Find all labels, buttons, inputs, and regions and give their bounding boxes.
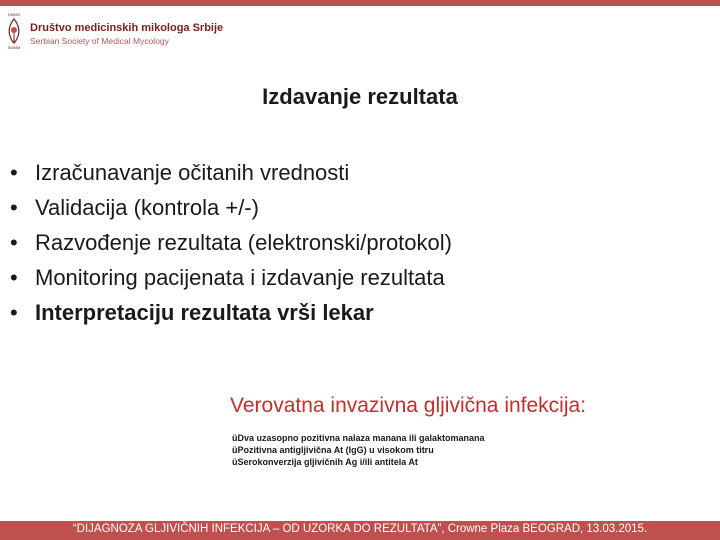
- footer-text: “DIJAGNOZA GLJIVIČNIH INFEKCIJA – OD UZORKA DO REZULTATA”, Crowne Plaza BEOGRAD, 13.03.2015.: [72, 523, 648, 535]
- checkmark-icon: ü: [232, 457, 238, 467]
- criteria-text: Pozitivna antigljivična At (IgG) u visokom titru: [237, 445, 434, 455]
- bullet-dot: •: [10, 160, 18, 185]
- bullet-text: Razvođenje rezultata (elektronski/protokol): [35, 230, 452, 255]
- bullet-dot: •: [10, 265, 18, 290]
- bullet-list: [0, 160, 720, 335]
- bullet-item: [0, 300, 720, 335]
- society-logo: [2, 12, 26, 52]
- bullet-dot: •: [10, 195, 18, 220]
- bullet-text: Monitoring pacijenata i izdavanje rezultata: [35, 265, 445, 290]
- slide-title: [0, 84, 720, 110]
- org-subtitle: Serbian Society of Medical Mycology: [30, 36, 169, 46]
- bullet-item: [0, 160, 720, 195]
- bullet-item: [0, 265, 720, 300]
- bullet-text: Interpretaciju rezultata vrši lekar: [35, 300, 374, 325]
- highlight-heading: Verovatna invazivna gljivična infekcija:: [230, 394, 587, 417]
- org-name: Društvo medicinskih mikologa Srbije: [30, 22, 224, 34]
- bullet-item: [0, 230, 720, 265]
- criteria-text: Serokonverzija gljivičnih Ag i/ili antitela At: [237, 457, 418, 467]
- bullet-text: Izračunavanje očitanih vrednosti: [35, 160, 350, 185]
- slide-title-text: Izdavanje rezultata: [262, 84, 458, 109]
- criteria-list: [232, 432, 485, 468]
- criteria-text: Dva uzasopno pozitivna nalaza manana ili galaktomanana: [237, 433, 485, 443]
- checkmark-icon: ü: [232, 445, 238, 455]
- criteria-item: [232, 444, 485, 456]
- society-emblem-icon: [6, 18, 22, 44]
- criteria-item: [232, 432, 485, 444]
- bullet-item: [0, 195, 720, 230]
- bullet-dot: •: [10, 300, 18, 325]
- logo-bottom-text: SMMM: [7, 45, 21, 50]
- checkmark-icon: ü: [232, 433, 238, 443]
- bullet-dot: •: [10, 230, 18, 255]
- top-accent-bar: [0, 0, 720, 6]
- criteria-item: [232, 456, 485, 468]
- bullet-text: Validacija (kontrola +/-): [35, 195, 259, 220]
- logo-top-text: DMMS: [7, 12, 21, 17]
